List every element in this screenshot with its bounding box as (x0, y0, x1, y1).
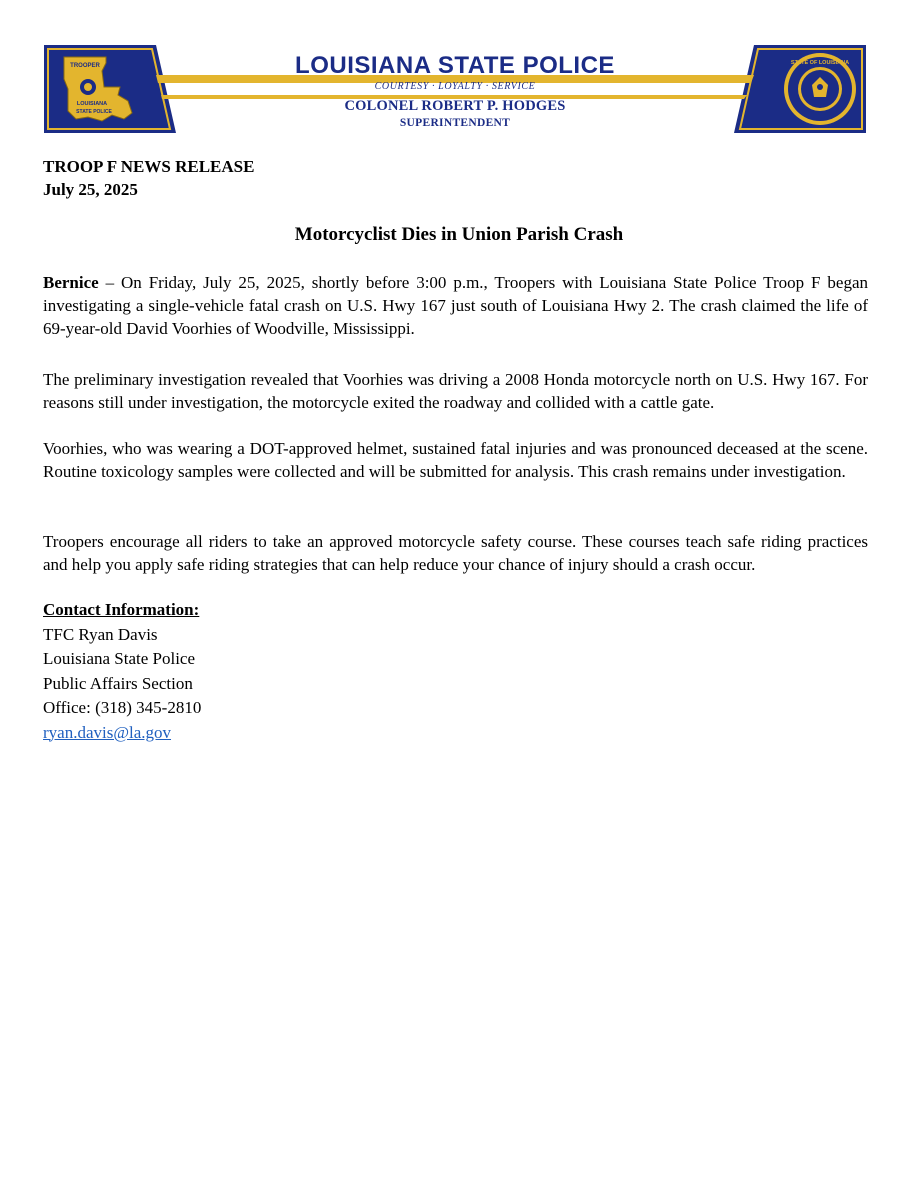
badge-bottom-text: STATE POLICE (76, 109, 112, 115)
agency-name: LOUISIANA STATE POLICE (295, 52, 615, 79)
release-header (43, 155, 254, 201)
dateline: Bernice (43, 273, 99, 292)
paragraph-2: The preliminary investigation revealed that Voorhies was driving a 2008 Honda motorcycle north on U.S. Hwy 167. For reasons still under investigation, the motorcycle exited the roadway and collided with a cattle gate. (43, 370, 868, 412)
release-date: July 25, 2025 (43, 180, 138, 199)
badge-top-text: TROOPER (70, 63, 100, 69)
headline: Motorcyclist Dies in Union Parish Crash (294, 224, 624, 245)
badge-mid-text: LOUISIANA (76, 101, 108, 107)
colonel-name: COLONEL ROBERT P. HODGES (344, 98, 566, 114)
contact-office: Office: (318) 345-2810 (43, 698, 202, 717)
superintendent-title: SUPERINTENDENT (399, 117, 511, 129)
paragraph-3: Voorhies, who was wearing a DOT-approved helmet, sustained fatal injuries and was pronounced deceased at the scene. Routine toxicology samples were collected and will be submitted for analysis. This crash remains under investigation. (43, 439, 868, 481)
paragraph-4: Troopers encourage all riders to take an approved motorcycle safety course. These courses teach safe riding practices and help you apply safe riding strategies that can help reduce your chance of injury should a crash occur. (43, 532, 868, 574)
contact-section: Public Affairs Section (43, 673, 193, 693)
contact-name: TFC Ryan Davis (43, 624, 158, 644)
motto: COURTESY · LOYALTY · SERVICE (374, 81, 536, 92)
contact-email-link[interactable]: ryan.davis@la.gov (43, 722, 172, 742)
paragraph-1 (43, 271, 868, 340)
release-label: TROOP F NEWS RELEASE (43, 157, 255, 176)
paragraph-1-text: – On Friday, July 25, 2025, shortly before 3:00 p.m., Troopers with Louisiana State Police Troop F began investigating a single-vehicle fatal crash on U.S. Hwy 167 just south of Louisiana Hwy 2. The crash claimed the life of 69-year-old David Voorhies of Woodville, Mississippi. (43, 273, 868, 338)
letterhead-banner (44, 45, 866, 133)
contact-org: Louisiana State Police (43, 649, 196, 668)
contact-title: Contact Information: (43, 600, 200, 619)
contact-block (43, 598, 201, 745)
seal-text: STATE OF LOUISIANA (790, 60, 850, 66)
